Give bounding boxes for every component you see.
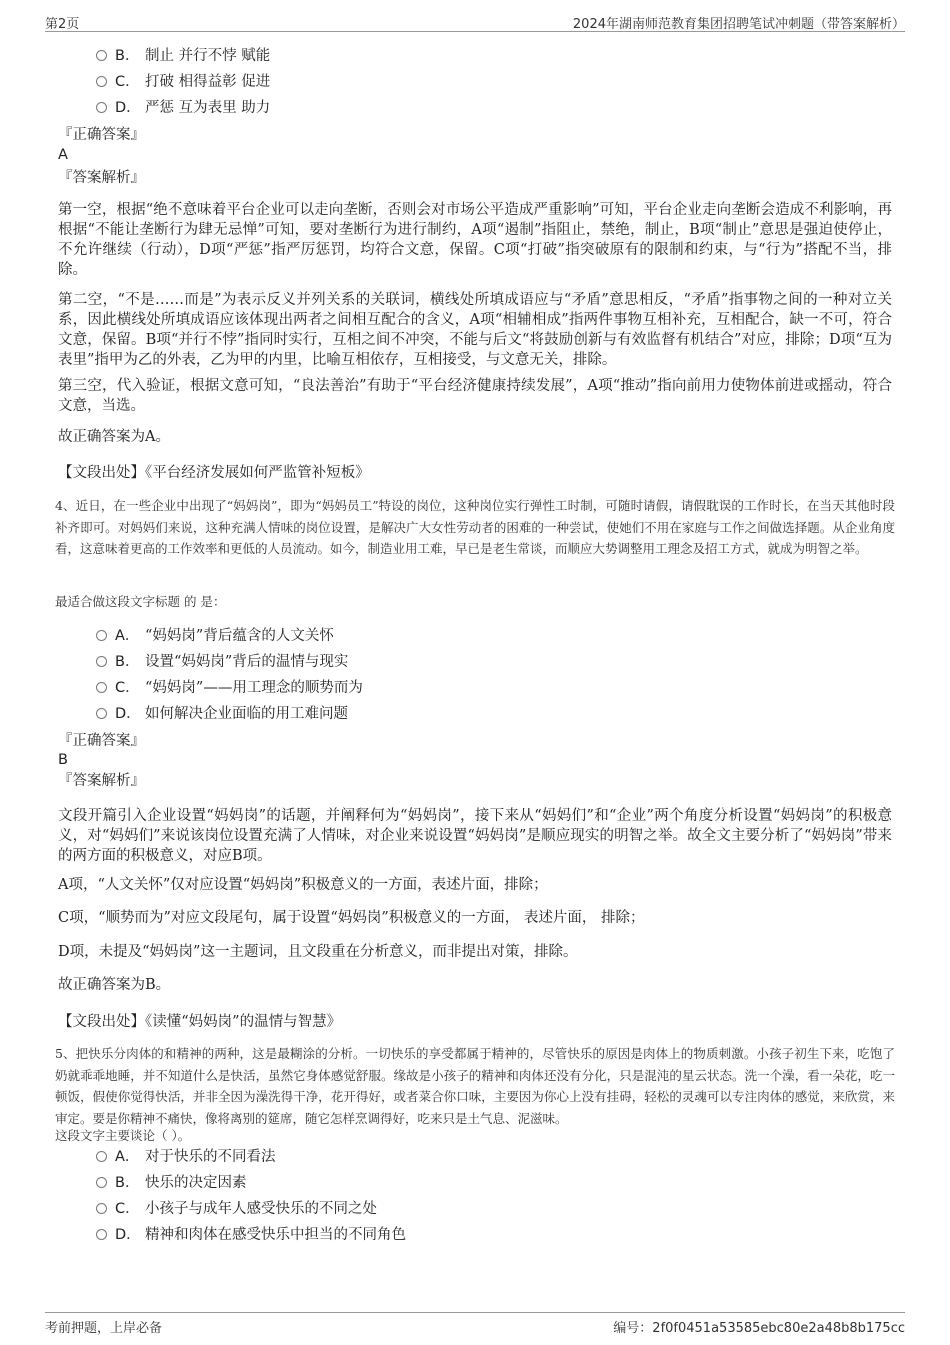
radio-icon[interactable]: [96, 1151, 107, 1162]
footer-code: 编号：2f0f0451a53585ebc80e2a48b8b175cc: [613, 1321, 905, 1336]
q3-analysis-paragraph-2: 第二空，“不是……而是”为表示反义并列关系的关联词，横线处所填成语应与“矛盾”意思相反，“矛盾”指事物之间的一种对立关系，因此横线处所填成语应该体现出两者之间相互配合的含义，A项“相辅相成”指两件事物互相补充，互相配合，缺一不可，符合文意，保留。B项“并行不悖”指同时实行，互相之间不冲突，不能与后文“将鼓励创新与有效监督有机结合”对应，排除；D项“互为表里”指甲为乙的外表，乙为甲的内里，比喻互相依存，互相接受，与文意无关，排除。: [58, 292, 892, 368]
radio-icon[interactable]: [96, 50, 107, 61]
q3-option-b[interactable]: B． 制止 并行不悖 赋能: [96, 45, 270, 67]
q3-option-d[interactable]: D． 严惩 互为表里 助力: [96, 97, 270, 119]
radio-icon[interactable]: [96, 76, 107, 87]
q3-answer-label: 『正确答案』: [58, 127, 145, 143]
q3-analysis-label: 『答案解析』: [58, 170, 145, 186]
q4-source: 【文段出处】《读懂“妈妈岗”的温情与智慧》: [58, 1014, 342, 1030]
radio-icon[interactable]: [96, 1229, 107, 1240]
q4-answer: B: [58, 752, 68, 768]
q4-option-a[interactable]: A． “妈妈岗”背后蕴含的人文关怀: [96, 625, 334, 647]
q3-option-c[interactable]: C． 打破 相得益彰 促进: [96, 71, 270, 93]
q3-source: 【文段出处】《平台经济发展如何严监管补短板》: [58, 465, 370, 481]
q4-analysis-paragraph-4: D项，未提及“妈妈岗”这一主题词，且文段重在分析意义，而非提出对策，排除。: [58, 944, 578, 960]
q5-option-a[interactable]: A． 对于快乐的不同看法: [96, 1146, 276, 1168]
radio-icon[interactable]: [96, 1177, 107, 1188]
q4-option-d[interactable]: D． 如何解决企业面临的用工难问题: [96, 703, 348, 725]
q5-option-b[interactable]: B． 快乐的决定因素: [96, 1172, 247, 1194]
radio-icon[interactable]: [96, 1203, 107, 1214]
q3-analysis-paragraph-1: 第一空，根据“绝不意味着平台企业可以走向垄断，否则会对市场公平造成严重影响”可知，平台企业走向垄断会造成不利影响，再根据“不能让垄断行为肆无忌惮”可知，要对垄断行为进行制约，A项“遏制”指阻止，禁绝，制止，B项“制止”意思是强迫使停止，不允许继续（行动），D项“严惩”指严厉惩罚，均符合文意，保留。C项“打破”指突破原有的限制和约束，与“行为”搭配不当，排除。: [58, 202, 892, 278]
radio-icon[interactable]: [96, 630, 107, 641]
document-title: 2024年湖南师范教育集团招聘笔试冲刺题（带答案解析）: [572, 17, 905, 32]
q4-prompt: 最适合做这段文字标题 的 是：: [55, 594, 226, 609]
q4-analysis-paragraph-2: A项，“人文关怀”仅对应设置“妈妈岗”积极意义的一方面，表述片面，排除；: [58, 877, 548, 893]
q4-answer-label: 『正确答案』: [58, 733, 145, 749]
radio-icon[interactable]: [96, 656, 107, 667]
q5-prompt: 这段文字主要谈论（ ）。: [55, 1128, 191, 1143]
q3-conclusion: 故正确答案为A。: [58, 429, 170, 445]
page-footer: [45, 1312, 905, 1336]
q5-option-c[interactable]: C． 小孩子与成年人感受快乐的不同之处: [96, 1198, 377, 1220]
q3-analysis-paragraph-3: 第三空，代入验证，根据文意可知，“良法善治”有助于“平台经济健康持续发展”，A项“推动”指向前用力使物体前进或摇动，符合文意，当选。: [58, 378, 892, 414]
q4-option-b[interactable]: B． 设置“妈妈岗”背后的温情与现实: [96, 651, 348, 673]
footer-slogan: 考前押题，上岸必备: [45, 1321, 163, 1336]
q4-analysis-paragraph-1: 文段开篇引入企业设置“妈妈岗”的话题，并阐释何为“妈妈岗”，接下来从“妈妈们”和“企业”两个角度分析设置“妈妈岗”的积极意义，对“妈妈们”来说该岗位设置充满了人情味，对企业来说设置“妈妈岗”是顺应现实的明智之举。故全文主要分析了“妈妈岗”带来的两方面的积极意义，对应B项。: [58, 808, 892, 864]
radio-icon[interactable]: [96, 682, 107, 693]
page-header: [45, 10, 905, 32]
q4-analysis-label: 『答案解析』: [58, 773, 145, 789]
radio-icon[interactable]: [96, 102, 107, 113]
q5-option-d[interactable]: D． 精神和肉体在感受快乐中担当的不同角色: [96, 1224, 406, 1246]
q3-answer: A: [58, 147, 68, 163]
q4-analysis-paragraph-3: C项，“顺势而为”对应文段尾句，属于设置“妈妈岗”积极意义的一方面， 表述片面， 排除；: [58, 910, 645, 926]
q4-option-c[interactable]: C． “妈妈岗”——用工理念的顺势而为: [96, 677, 363, 699]
radio-icon[interactable]: [96, 708, 107, 719]
q4-conclusion: 故正确答案为B。: [58, 977, 171, 993]
q4-stem: 4、近日，在一些企业中出现了“妈妈岗”，即为“妈妈员工”特设的岗位，这种岗位实行弹性工时制，可随时请假，请假耽误的工作时长，在当天其他时段补齐即可。对妈妈们来说，这种充满人情味的岗位设置，是解决广大女性劳动者的困难的一种尝试，使她们不用在家庭与工作之间做选择题。从企业角度看，这意味着更高的工作效率和更低的人员流动。如今，制造业用工难，早已是老生常谈，而顺应大势调整用工理念及招工方式，就成为明智之举。: [55, 498, 895, 556]
q5-stem: 5、把快乐分肉体的和精神的两种，这是最糊涂的分析。一切快乐的享受都属于精神的，尽管快乐的原因是肉体上的物质刺激。小孩子初生下来，吃饱了奶就乖乖地睡，并不知道什么是快活，虽然它身体感觉舒服。缘故是小孩子的精神和肉体还没有分化，只是混沌的星云状态。洗一个澡，看一朵花，吃一顿饭，假使你觉得快活，并非全因为澡洗得干净，花开得好，或者菜合你口味，主要因为你心上没有挂碍，轻松的灵魂可以专注肉体的感觉，来欣赏，来审定。要是你精神不痛快，像将离别的筵席，随它怎样烹调得好，吃来只是土气息、泥滋味。: [55, 1046, 895, 1126]
page-number: 第2页: [45, 17, 80, 32]
